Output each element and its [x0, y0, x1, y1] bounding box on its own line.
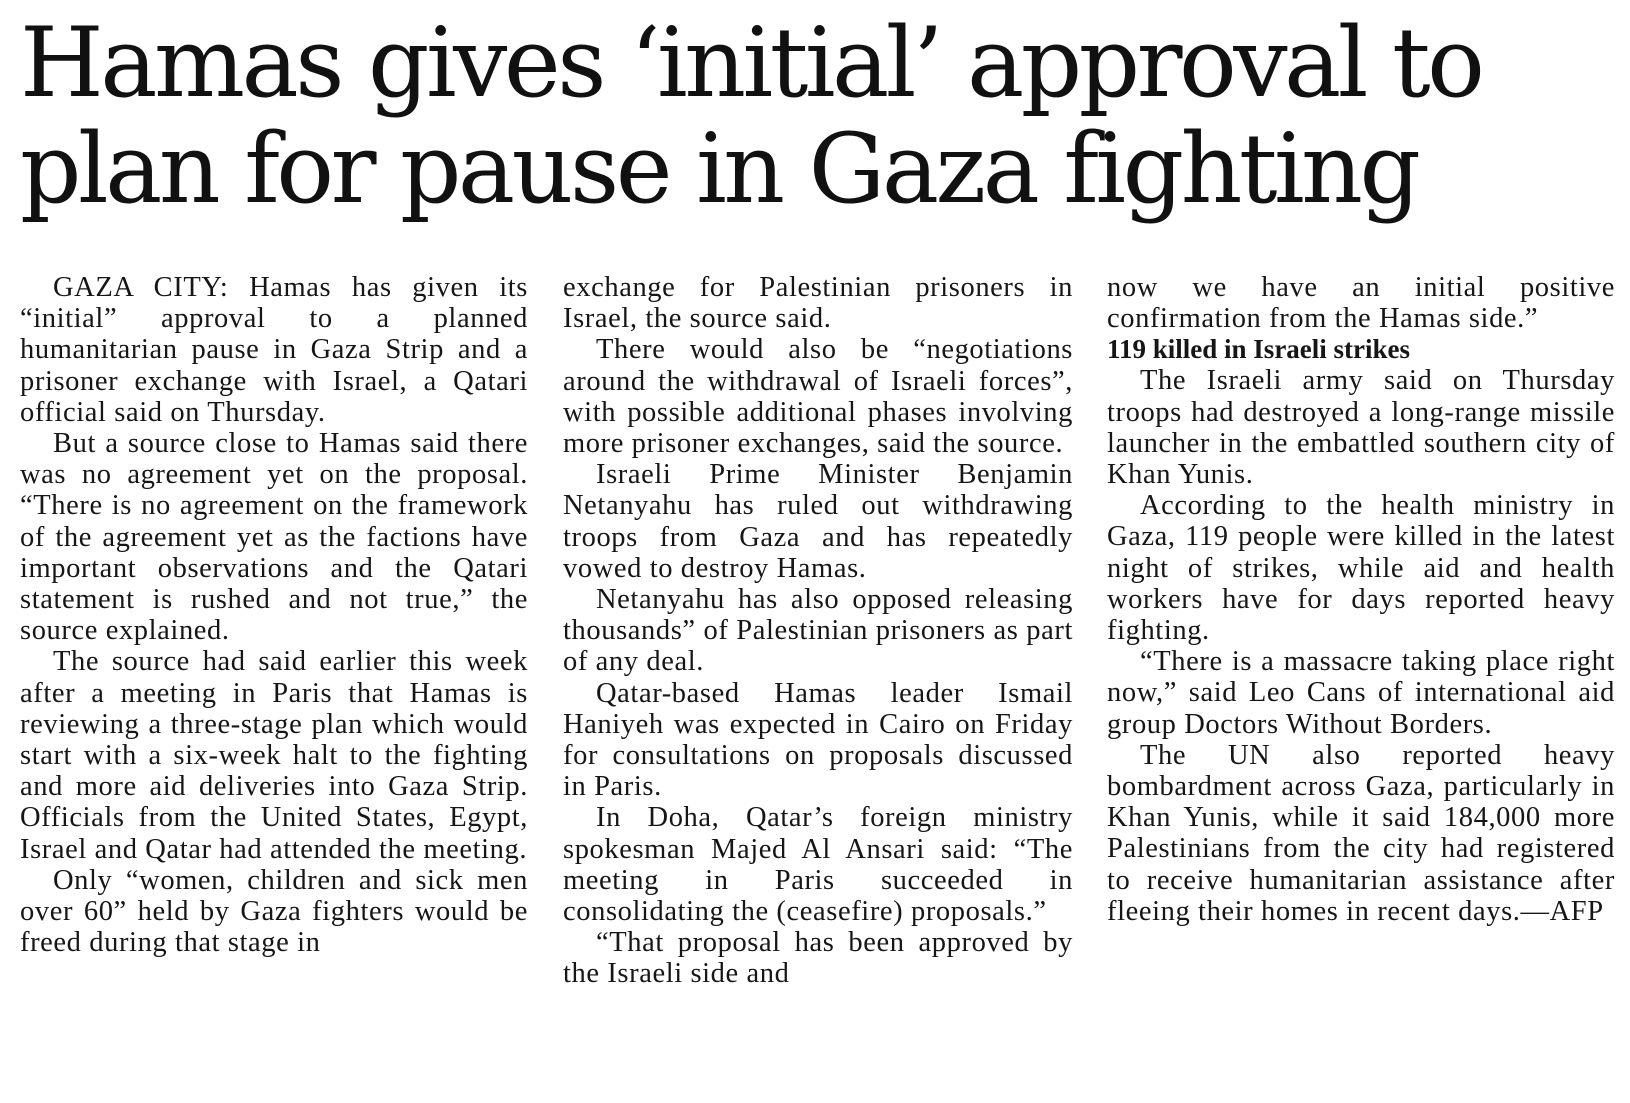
- paragraph: exchange for Palestinian prisoners in Israel, the source said.: [563, 272, 1073, 335]
- headline-line-1: Hamas gives ‘initial’ approval to: [20, 7, 1482, 119]
- subheading: 119 killed in Israeli strikes: [1107, 334, 1411, 365]
- paragraph: The source had said earlier this week after a meeting in Paris that Hamas is reviewing a three-stage plan which would start with a six-week halt to the fighting and more aid deliveries into Gaza Strip. Officials from the United States, Egypt, Israel and Qatar had attended the meeting.: [20, 646, 528, 865]
- article-column-1: [20, 272, 528, 958]
- article-column-3: [1107, 272, 1615, 927]
- paragraph: In Doha, Qatar’s foreign ministry spokesman Majed Al Ansari said: “The meeting in Paris succeeded in consolidating the (ceasefire) proposals.”: [563, 802, 1073, 928]
- headline-line-2: plan for pause in Gaza fighting: [20, 113, 1418, 225]
- paragraph: Only “women, children and sick men over 60” held by Gaza fighters would be freed during that stage in: [20, 864, 528, 959]
- paragraph: But a source close to Hamas said there was no agreement yet on the proposal. “There is no agreement on the framework of the agreement yet as the factions have important observations and the Qatari statement is rushed and not true,” the source explained.: [20, 428, 528, 647]
- paragraph: “There is a massacre taking place right now,” said Leo Cans of international aid group Doctors Without Borders.: [1107, 646, 1615, 740]
- paragraph: There would also be “negotiations around the withdrawal of Israeli forces”, with possible additional phases involving more prisoner exchanges, said the source.: [563, 334, 1073, 460]
- paragraph: The UN also reported heavy bombardment across Gaza, particularly in Khan Yunis, while it said 184,000 more Palestinians from the city had registered to receive humanitarian assistance after fleeing their homes in recent days.—AFP: [1107, 739, 1615, 927]
- paragraph: now we have an initial positive confirmation from the Hamas side.”: [1107, 272, 1615, 335]
- headline: [20, 7, 1620, 225]
- paragraph: GAZA CITY: Hamas has given its “initial” approval to a planned humanitarian pause in Gaza Strip and a prisoner exchange with Israel, a Qatari official said on Thursday.: [20, 272, 528, 428]
- paragraph: “That proposal has been approved by the Israeli side and: [563, 927, 1073, 990]
- paragraph: Qatar-based Hamas leader Ismail Haniyeh was expected in Cairo on Friday for consultations on proposals discussed in Paris.: [563, 677, 1073, 803]
- paragraph: The Israeli army said on Thursday troops had destroyed a long-range missile launcher in the embattled southern city of Khan Yunis.: [1107, 365, 1615, 491]
- paragraph: Israeli Prime Minister Benjamin Netanyahu has ruled out withdrawing troops from Gaza and has repeatedly vowed to destroy Hamas.: [563, 459, 1073, 584]
- article-column-2: [563, 272, 1073, 990]
- paragraph: Netanyahu has also opposed releasing thousands” of Palestinian prisoners as part of any deal.: [563, 584, 1073, 678]
- paragraph: According to the health ministry in Gaza, 119 people were killed in the latest night of strikes, while aid and health workers have for days reported heavy fighting.: [1107, 490, 1615, 647]
